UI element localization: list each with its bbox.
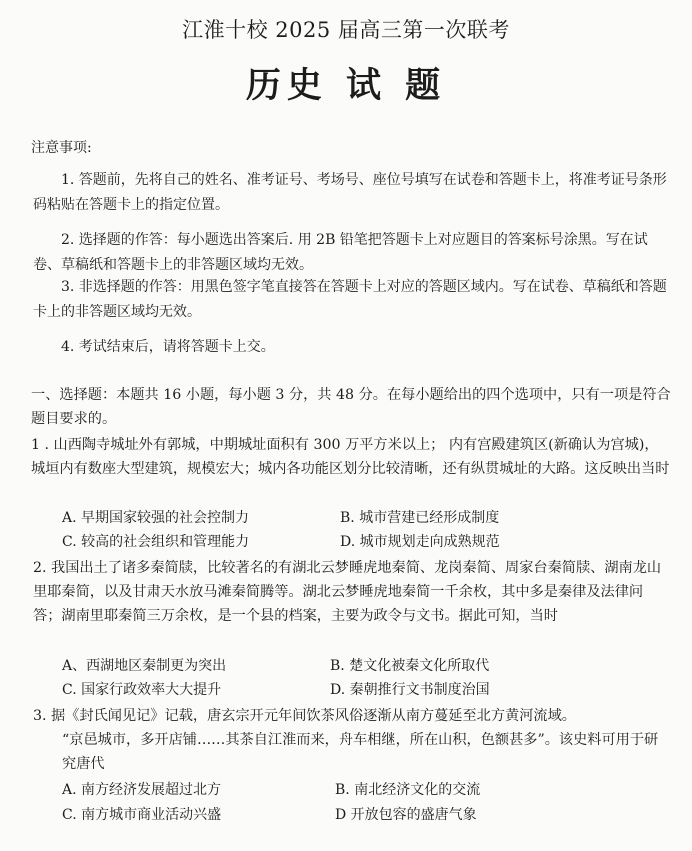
notice-item-4: 4. 考试结束后，请将答题卡上交。: [61, 339, 275, 355]
question-2-option-b: B. 楚文化被秦文化所取代: [330, 658, 490, 674]
question-1-option-c: C. 较高的社会组织和管理能力: [62, 534, 250, 550]
exam-title: 江淮十校 2025 届高三第一次联考: [182, 18, 510, 42]
question-3-option-a: A. 南方经济发展超过北方: [62, 782, 222, 798]
question-2-option-a: A、西湖地区秦制更为突出: [62, 658, 227, 674]
question-1-stem: 1 . 山西陶寺城址外有郭城，中期城址面积有 300 万平方米以上； 内有宫殿建筑区(新确认为宫城)，城垣内有数座大型建筑，规模宏大；城内各功能区划分比较清晰，还有纵贯城址的大路。这反映出当时: [31, 437, 670, 477]
question-2-option-d: D. 秦朝推行文书制度治国: [330, 682, 490, 698]
question-3-stem: 3. 据《封氏闻见记》记载，唐玄宗开元年间饮茶风俗逐渐从南方蔓延至北方黄河流域。: [33, 708, 576, 724]
question-3-option-b: B. 南北经济文化的交流: [335, 782, 481, 798]
question-3-option-c: C. 南方城市商业活动兴盛: [62, 807, 222, 823]
question-1-option-a: A. 早期国家较强的社会控制力: [62, 510, 250, 526]
question-3-option-d: D 开放包容的盛唐气象: [335, 807, 477, 823]
question-3-quote: “京邑城市，多开店铺……其茶自江淮而来，舟车相继，所在山积，色额甚多”。该史料可用于研究唐代: [62, 732, 659, 772]
section-intro: 一、选择题：本题共 16 小题，每小题 3 分，共 48 分。在每小题给出的四个选项中，只有一项是符合题目要求的。: [31, 387, 671, 427]
question-1-option-b: B. 城市营建已经形成制度: [340, 510, 500, 526]
question-2-stem: 2. 我国出土了诸多秦简牍，比较著名的有湖北云梦睡虎地秦简、龙岗秦简、周家台秦简牍、湖南龙山里耶秦简，以及甘肃天水放马滩秦简腾等。湖北云梦睡虎地秦简一千余枚，其中多是秦律及法律问答；湖南里耶秦简三万余枚，是一个县的档案，主要为政令与文书。据此可知，当时: [33, 560, 662, 624]
notice-item-3: 3. 非选择题的作答：用黑色签字笔直接答在答题卡上对应的答题区域内。写在试卷、草稿纸和答题卡上的非答题区域均无效。: [33, 279, 667, 320]
question-1-option-d: D. 城市规划走向成熟规范: [340, 534, 500, 550]
notice-item-2: 2. 选择题的作答：每小题选出答案后. 用 2B 铅笔把答题卡上对应题目的答案标号涂黑。写在试卷、草稿纸和答题卡上的非答题区域均无效。: [33, 232, 648, 273]
notice-title: 注意事项:: [31, 140, 92, 156]
subject-title: 历史 试 题: [245, 65, 447, 106]
question-2-option-c: C. 国家行政效率大大提升: [62, 682, 222, 698]
notice-item-1: 1. 答题前，先将自己的姓名、准考证号、考场号、座位号填写在试卷和答题卡上，将准考证号条形码粘贴在答题卡上的指定位置。: [33, 172, 667, 213]
